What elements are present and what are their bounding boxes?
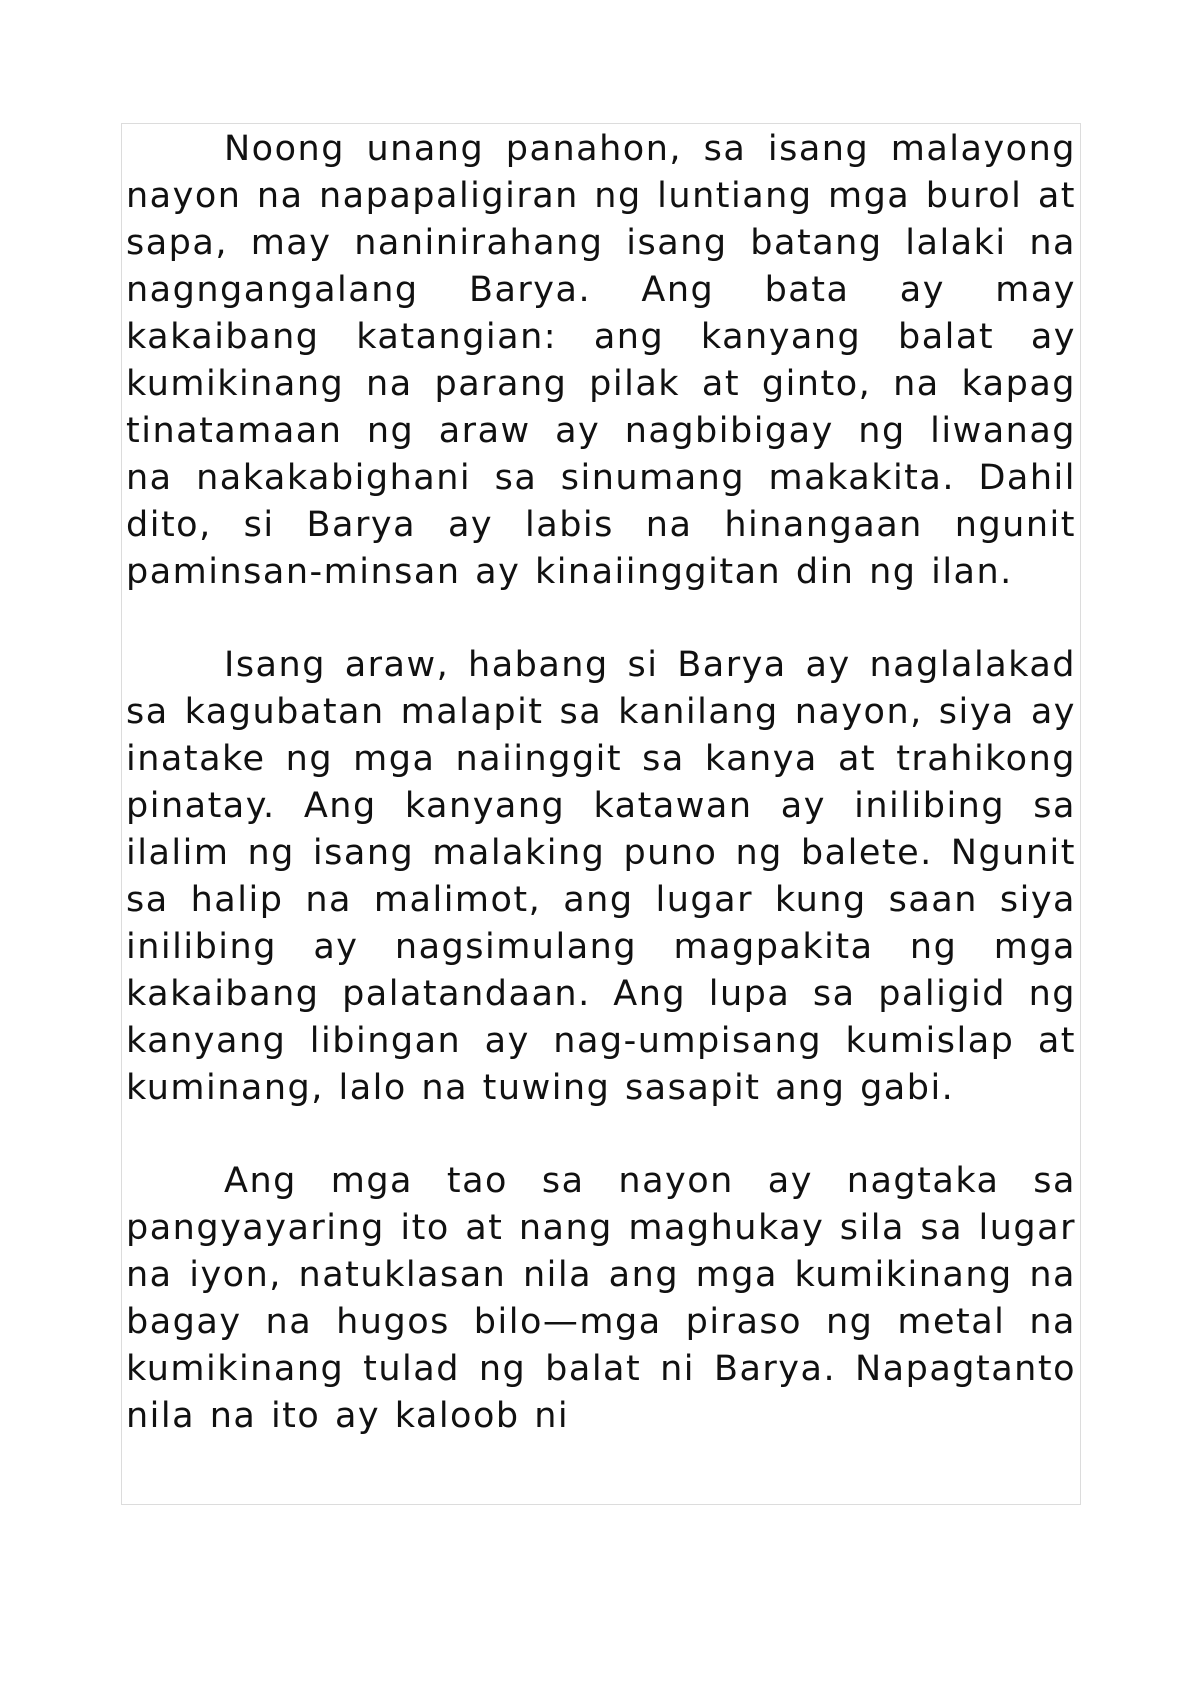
text-frame xyxy=(121,123,1081,1505)
paragraph-1: Noong unang panahon, sa isang malayong nayon na napapaligiran ng luntiang mga burol at sapa, may naninirahang isang batang lalaki na nagngangalang Barya. Ang bata ay may kakaibang katangian: ang kanyang balat ay kumikinang na parang pilak at ginto, na kapag tinatamaan ng araw ay nagbibigay ng liwanag na nakakabighani sa sinumang makakita. Dahil dito, si Barya ay labis na hinangaan ngunit paminsan-minsan ay kinaiinggitan din ng ilan. xyxy=(126,129,1076,592)
paragraph-3: Ang mga tao sa nayon ay nagtaka sa pangyayaring ito at nang maghukay sila sa lugar na iyon, natuklasan nila ang mga kumikinang na bagay na hugos bilo—mga piraso ng metal na kumikinang tulad ng balat ni Barya. Napagtanto nila na ito ay kaloob ni xyxy=(126,1161,1076,1436)
paragraph-2: Isang araw, habang si Barya ay naglalakad sa kagubatan malapit sa kanilang nayon, siya ay inatake ng mga naiinggit sa kanya at trahikong pinatay. Ang kanyang katawan ay inilibing sa ilalim ng isang malaking puno ng balete. Ngunit sa halip na malimot, ang lugar kung saan siya inilibing ay nagsimulang magpakita ng mga kakaibang palatandaan. Ang lupa sa paligid ng kanyang libingan ay nag-umpisang kumislap at kuminang, lalo na tuwing sasapit ang gabi. xyxy=(126,645,1076,1108)
